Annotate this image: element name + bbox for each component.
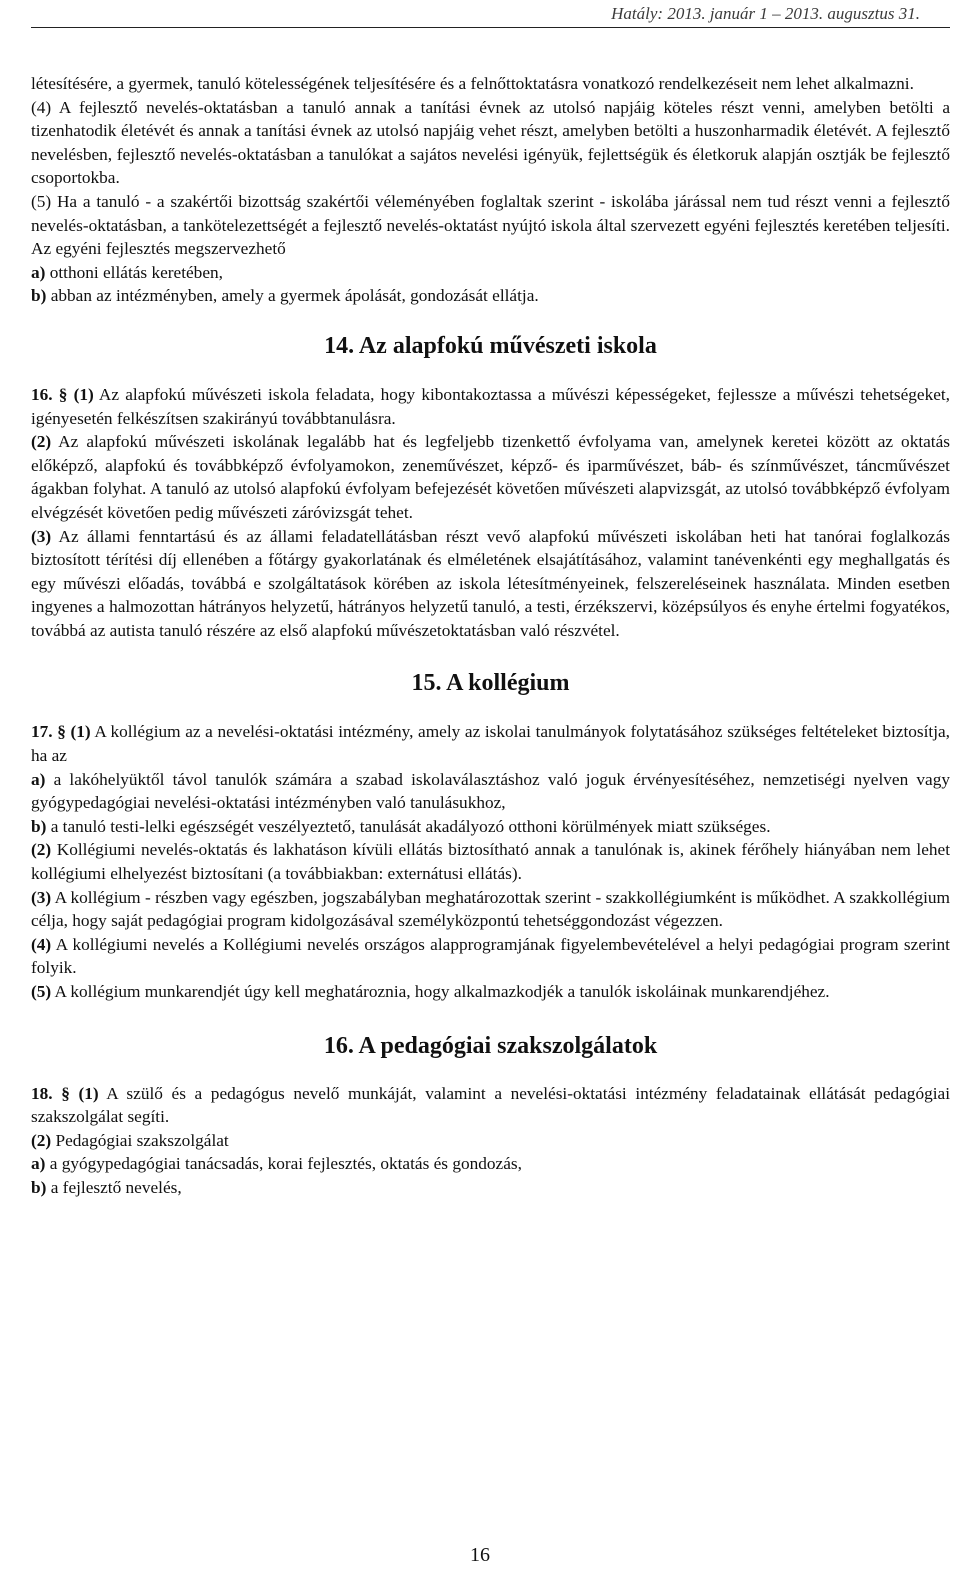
subsection-number: (2)	[31, 1130, 52, 1150]
paragraph	[31, 525, 950, 643]
section-heading: 15. A kollégium	[411, 670, 570, 697]
paragraph	[31, 430, 950, 524]
subsection-number: (2)	[31, 432, 52, 452]
list-text: a fejlesztő nevelés,	[46, 1177, 182, 1197]
paragraph-text: Kollégiumi nevelés-oktatás és lakhatáson kívüli ellátás biztosítható annak a tanulónak is, akinek férőhely hiányában nem lehet kollégiumi elhelyezést biztosítani (a továbbiakban: externátusi ellátás).	[31, 840, 950, 884]
list-label: b)	[31, 286, 47, 306]
section-number: 16. §	[31, 384, 68, 404]
page-number: 16	[470, 1544, 490, 1566]
paragraph-text: (4) A fejlesztő nevelés-oktatásban a tanuló annak a tanítási évnek az utolsó napjáig köteles részt venni, amelyben betölti a tizenhatodik életévét és annak a tanítási évnek az utolsó napjáig vehet részt, amelyben betölti a huszonharmadik életévét. A fejlesztő nevelésben, fejlesztő nevelés-oktatásban a tanulókat a sajátos nevelési igényük, fejlettségük és életkoruk alapján osztják be fejlesztő csoportokba.	[31, 97, 950, 188]
paragraph-text: A kollégium az a nevelési-oktatási intézmény, amely az iskolai tanulmányok folytatásához szükséges feltételeket biztosítja, ha az	[31, 722, 951, 766]
paragraph	[31, 933, 950, 980]
list-item	[31, 1152, 950, 1176]
paragraph-text: A kollégium - részben vagy egészben, jogszabályban meghatározottak szerint - szakkollégiumként is működhet. A szakkollégium célja, hogy saját pedagógiai program kidolgozásával személyközpontú tehetséggondozást végezzen.	[31, 887, 950, 931]
subsection-number: (5)	[31, 982, 52, 1001]
section-heading: 16. A pedagógiai szakszolgálatok	[323, 1032, 658, 1059]
paragraph-text: A kollégiumi nevelés a Kollégiumi nevelés országos alapprogramjának figyelembevételével a helyi pedagógiai program szerint folyik.	[31, 934, 950, 978]
list-label: a)	[31, 262, 46, 282]
list-item	[31, 261, 950, 285]
paragraph	[31, 886, 950, 933]
list-text: a gyógypedagógiai tanácsadás, korai fejlesztés, oktatás és gondozás,	[45, 1154, 522, 1174]
paragraph-text: Az alapfokú művészeti iskolának legalább hat és legfeljebb tizenkettő évfolyama van, amelynek keretei között az oktatás előképző, alapfokú és továbbképző évfolyamokon, zeneművészet, képző- és iparművészet, báb- és színművészet, táncművészet ágakban folyhat. A tanuló az utolsó alapfokú évfolyam befejezését követően művészeti alapvizsgát, az utolsó továbbképző évfolyam elvégzését követően pedig művészeti záróvizsgát tehet.	[31, 432, 950, 522]
paragraph	[31, 1082, 950, 1129]
list-item	[31, 815, 950, 839]
section-number: 18. §	[31, 1083, 70, 1103]
list-item	[31, 768, 950, 815]
section-heading: 14. Az alapfokú művészeti iskola	[324, 332, 657, 359]
list-item	[31, 1176, 950, 1200]
subsection-number: (3)	[31, 887, 52, 907]
list-item	[31, 284, 950, 308]
paragraph-text: (5) Ha a tanuló - a szakértői bizottság szakértői véleményében foglaltak szerint - iskolába járással nem tud részt venni a fejlesztő nevelés-oktatásban, a tankötelezettségét a fejlesztő nevelés-oktatást nyújtó iskola által szervezett egyéni fejlesztés keretében teljesíti. Az egyéni fejlesztés megszervezhető	[31, 191, 950, 259]
subsection-number: (3)	[31, 526, 52, 546]
section-number: 17. §	[31, 722, 66, 742]
paragraph	[31, 1129, 950, 1153]
list-label: a)	[31, 769, 46, 789]
subsection-number: (1)	[73, 384, 94, 404]
paragraph	[31, 720, 950, 767]
document-body	[31, 72, 950, 1200]
paragraph	[31, 96, 950, 190]
paragraph-text: Pedagógiai szakszolgálat	[51, 1130, 229, 1150]
list-text: a tanuló testi-lelki egészségét veszélyeztető, tanulását akadályozó otthoni körülmények miatt szükséges.	[46, 816, 771, 836]
list-text: a lakóhelyüktől távol tanulók számára a szabad iskolaválasztáshoz való joguk érvényesítéséhez, nemzetiségi nyelven vagy gyógypedagógiai nevelési-oktatási intézményben való tanulásukhoz,	[31, 769, 950, 813]
paragraph-text: A kollégium munkarendjét úgy kell meghatároznia, hogy alkalmazkodjék a tanulók iskoláinak munkarendjéhez.	[51, 982, 830, 1001]
paragraph-text: Az állami fenntartású és az állami feladatellátásban részt vevő alapfokú művészeti iskolában heti hat tanórai foglalkozás biztosított térítési díj ellenében a főtárgy gyakorlatának és elméletének elsajátításához, valamint tanévenkénti egy meghallgatás és egy művészi előadás, továbbá e szolgáltatások körében az iskola létesítményeinek, felszereléseinek használata. Minden esetben ingyenes a halmozottan hátrányos helyzetű, hátrányos helyzetű tanuló, a testi, érzékszervi, középsúlyos és enyhe értelmi fogyatékos, továbbá az autista tanuló részére az első alapfokú művészetoktatásban való részvétel.	[31, 526, 950, 640]
validity-header: Hatály: 2013. január 1 – 2013. augusztus 31.	[611, 4, 920, 23]
paragraph	[31, 190, 950, 261]
list-text: abban az intézményben, amely a gyermek ápolását, gondozását ellátja.	[46, 286, 539, 306]
subsection-number: (1)	[70, 722, 91, 742]
paragraph-text: létesítésére, a gyermek, tanuló kötelességének teljesítésére és a felnőttoktatásra vonatkozó rendelkezéseit nem lehet alkalmazni.	[31, 74, 914, 93]
subsection-number: (1)	[78, 1083, 99, 1103]
list-label: a)	[31, 1154, 46, 1174]
paragraph-text: Az alapfokú művészeti iskola feladata, hogy kibontakoztassa a művészi képességeket, fejlessze a művészi tehetségeket, igényesetén felkészítsen szakirányú továbbtanulásra.	[31, 384, 951, 428]
paragraph	[31, 980, 950, 1004]
subsection-number: (2)	[31, 840, 52, 860]
paragraph-text: A szülő és a pedagógus nevelő munkáját, valamint a nevelési-oktatási intézmény feladatainak ellátását pedagógiai szakszolgálat segíti.	[31, 1083, 951, 1127]
paragraph	[31, 383, 950, 430]
list-text: otthoni ellátás keretében,	[45, 262, 223, 282]
header-divider	[31, 27, 950, 28]
list-label: b)	[31, 816, 47, 836]
list-label: b)	[31, 1177, 47, 1197]
subsection-number: (4)	[31, 934, 52, 954]
paragraph	[31, 72, 950, 96]
paragraph	[31, 838, 950, 885]
